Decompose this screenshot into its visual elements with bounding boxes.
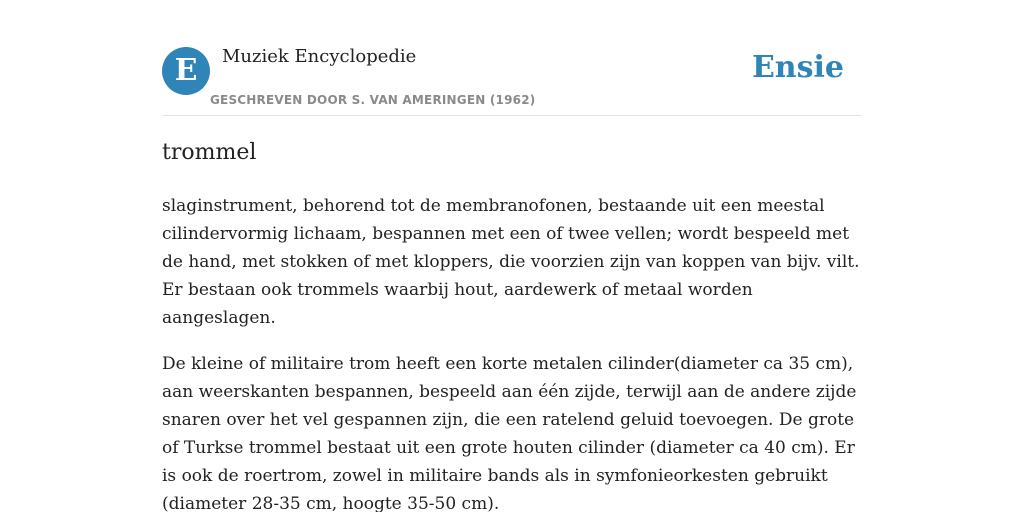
article-body xyxy=(162,192,867,512)
article-paragraph-2: De kleine of militaire trom heeft een korte metalen cilinder(diameter ca 35 cm), aan weerskanten bespannen, bespeeld aan één zijde, terwijl aan de andere zijde snaren over het vel gespannen zijn, die een ratelend geluid toevoegen. De grote of Turkse trommel bestaat uit een grote houten cilinder (diameter ca 40 cm). Er is ook de roertrom, zowel in militaire bands als in symfonieorkesten gebruikt (diameter 28-35 cm, hoogte 35-50 cm). xyxy=(162,354,857,512)
article-paragraph-1: slaginstrument, behorend tot de membranofonen, bestaande uit een meestal cilindervormig lichaam, bespannen met een of twee vellen; wordt bespeeld met de hand, met stokken of met kloppers, die voorzien zijn van koppen van bijv. vilt. Er bestaan ook trommels waarbij hout, aardewerk of metaal worden aangeslagen. xyxy=(162,196,860,328)
author-byline: GESCHREVEN DOOR S. VAN AMERINGEN (1962) xyxy=(210,93,536,107)
source-title-link[interactable]: Muziek Encyclopedie xyxy=(222,46,417,67)
ensie-brand-logo[interactable]: Ensie xyxy=(751,50,844,85)
encyclopedia-logo-icon[interactable]: E xyxy=(162,47,210,95)
article-headword: trommel xyxy=(162,140,257,165)
article-card xyxy=(162,0,862,512)
header-divider xyxy=(162,115,862,116)
